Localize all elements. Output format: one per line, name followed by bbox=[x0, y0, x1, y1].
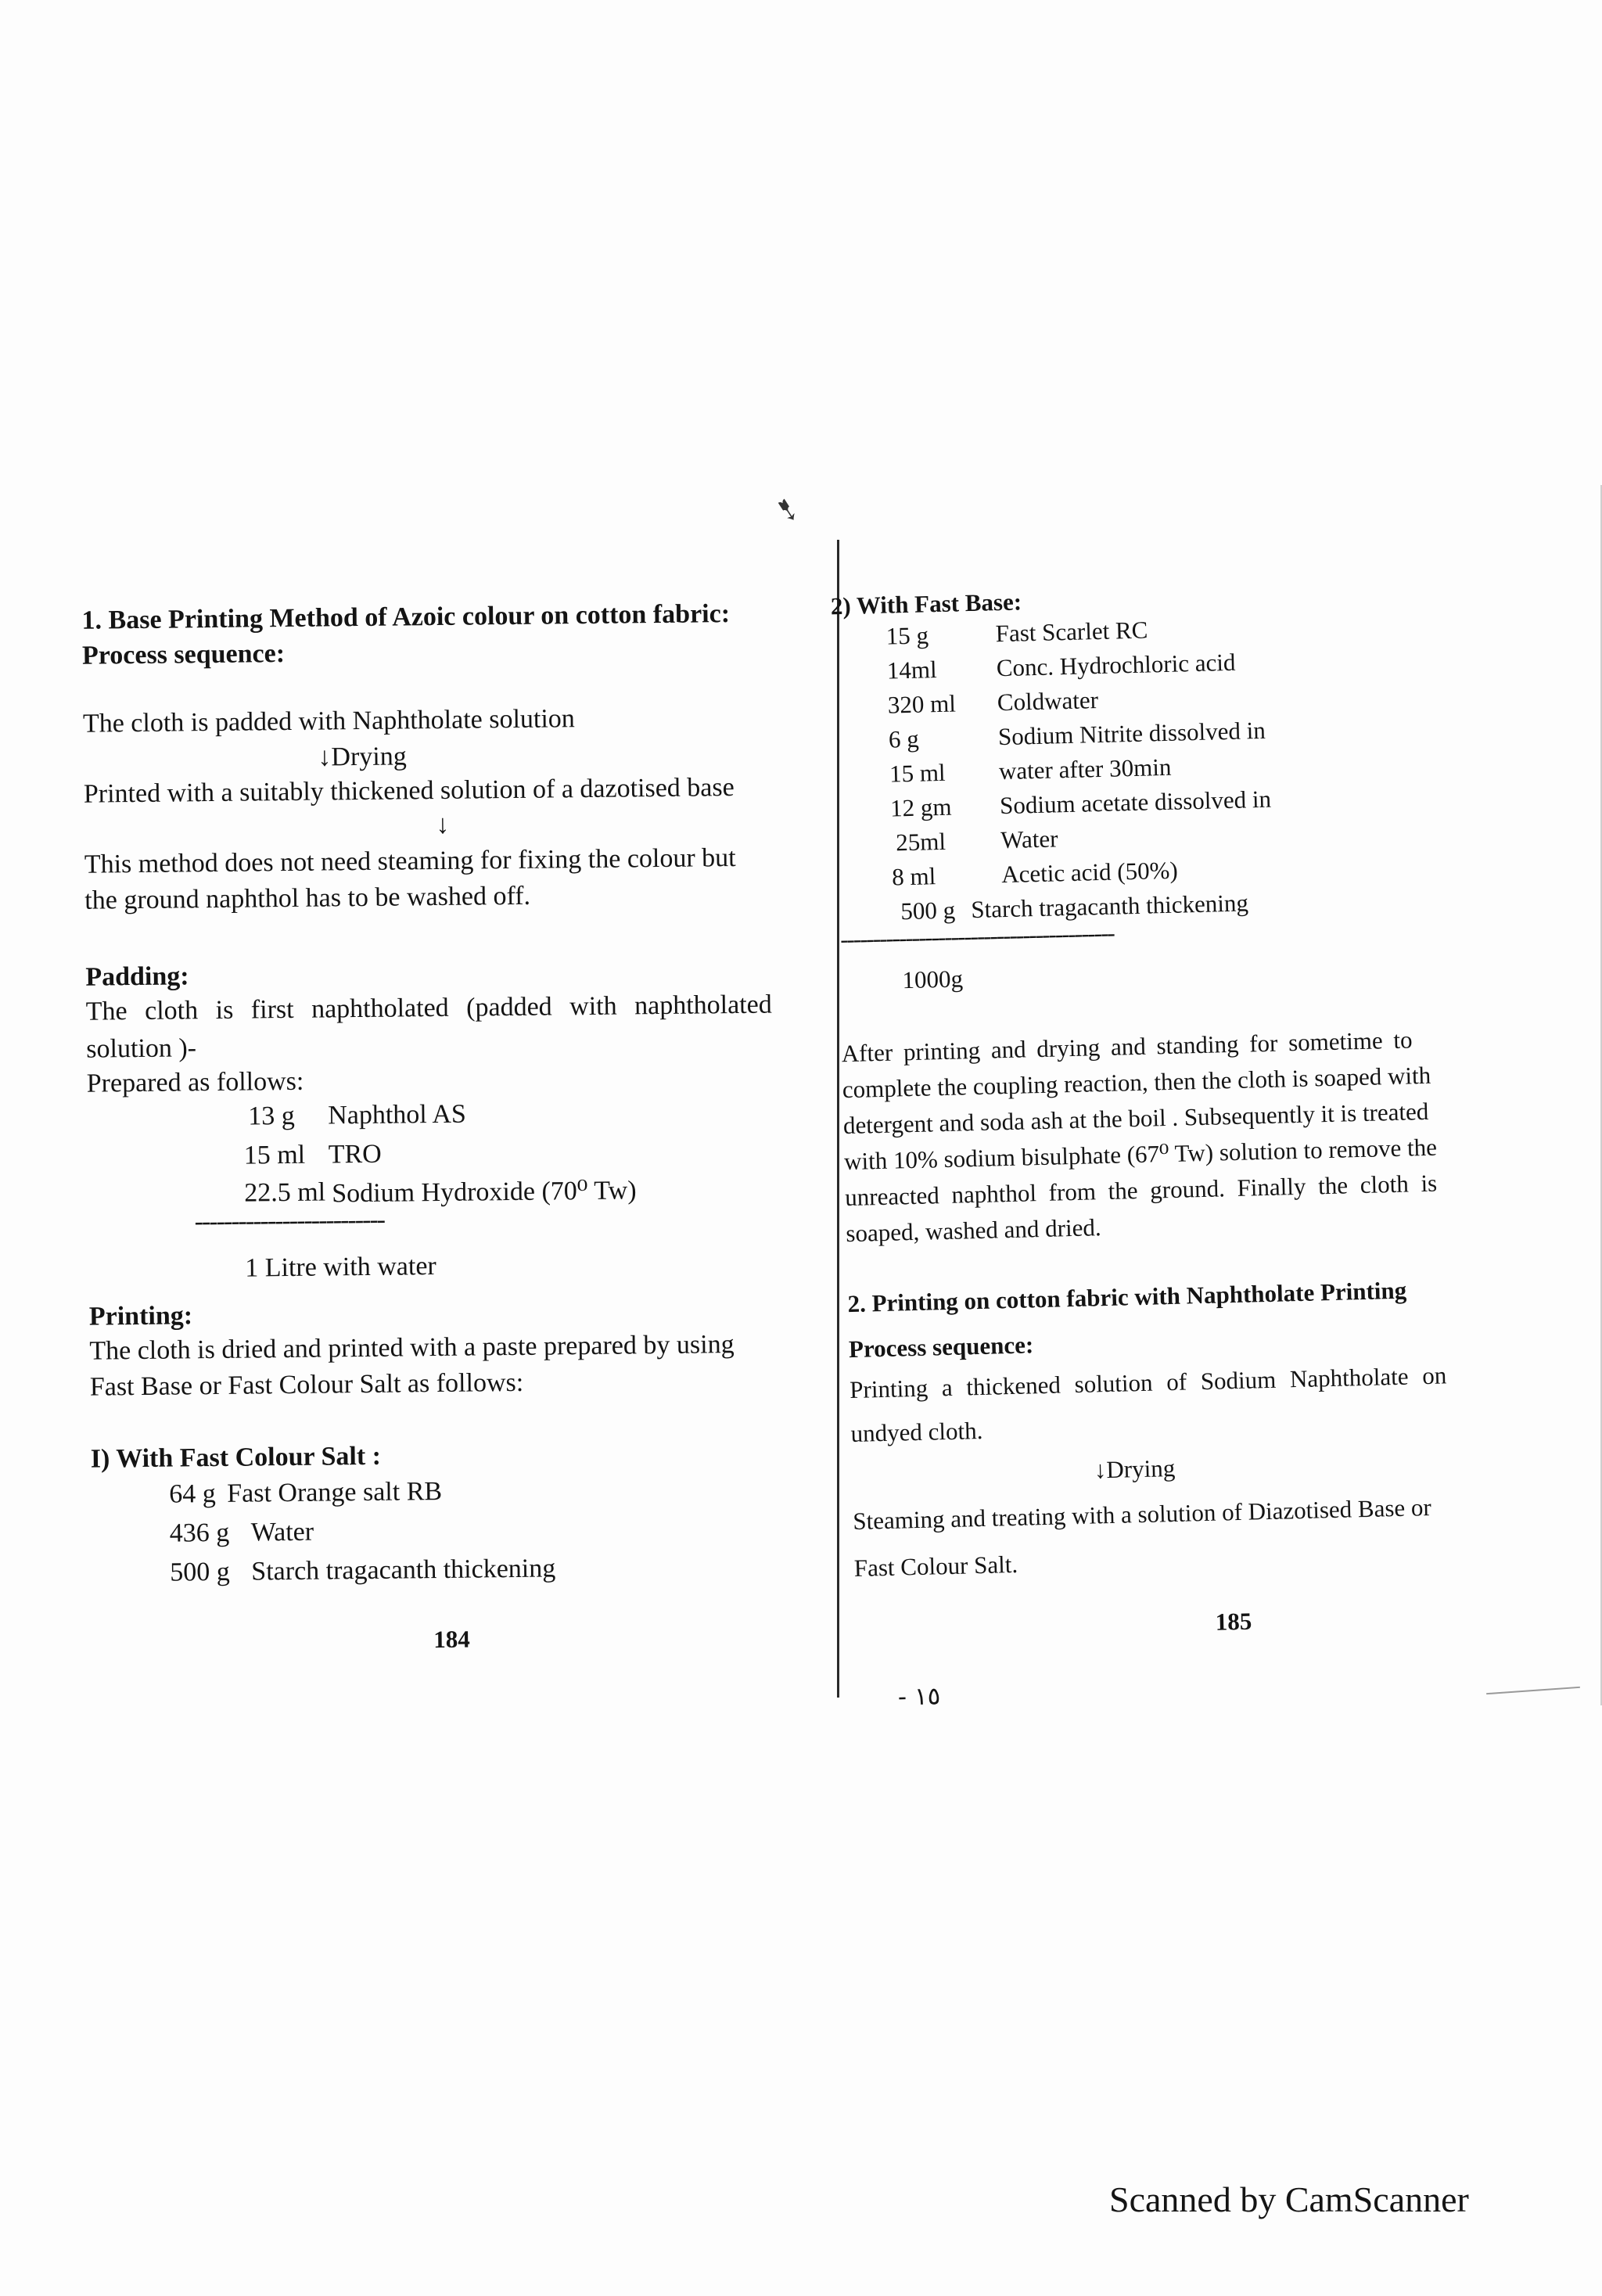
seq-line-4: Fast Colour Salt. bbox=[853, 1550, 1018, 1582]
recipe-3-qty: 500 g bbox=[900, 896, 956, 925]
recipe-2-item: Fast Orange salt RB bbox=[227, 1476, 443, 1508]
printing-text-2: Fast Base or Fast Colour Salt as follows: bbox=[89, 1367, 524, 1402]
padding-text-2: solution )- bbox=[86, 1033, 197, 1064]
after-line-6: soaped, washed and dried. bbox=[845, 1213, 1102, 1248]
printing-text-1: The cloth is dried and printed with a paste prepared by using bbox=[89, 1330, 735, 1366]
padding-text-3: Prepared as follows: bbox=[86, 1066, 304, 1098]
after-line-1: After printing and drying and standing for sometime to bbox=[841, 1026, 1413, 1068]
page-number-185: 185 bbox=[1215, 1607, 1252, 1636]
left-subheading: Process sequence: bbox=[81, 639, 286, 670]
recipe-3-qty: 320 ml bbox=[887, 689, 957, 719]
flow-arrow-2: ↓ bbox=[436, 810, 450, 840]
torn-mark: ➷ bbox=[770, 490, 804, 530]
recipe-3-item: Fast Scarlet RC bbox=[995, 616, 1148, 648]
recipe-3-rule: ------------------------------------------ bbox=[839, 918, 1115, 954]
after-line-5: unreacted naphthol from the ground. Finally the cloth is bbox=[844, 1169, 1438, 1212]
flow-step-2: Printed with a suitably thickened solution of a dazotised base bbox=[83, 773, 735, 809]
recipe-3-item: Starch tragacanth thickening bbox=[970, 889, 1249, 924]
recipe-1-item: Naphthol AS bbox=[328, 1099, 467, 1130]
recipe-1-rule: -------------------------- bbox=[194, 1205, 385, 1237]
recipe-2-qty: 64 g bbox=[169, 1479, 216, 1509]
recipe-2-qty: 500 g bbox=[170, 1557, 231, 1587]
printing-heading: Printing: bbox=[88, 1301, 193, 1331]
recipe-3-qty: 12 gm bbox=[889, 792, 952, 822]
recipe-1-qty: 15 ml bbox=[243, 1140, 306, 1170]
right-subheading-2: Process sequence: bbox=[848, 1331, 1034, 1364]
recipe-1-qty: 13 g bbox=[248, 1101, 295, 1131]
after-line-3: detergent and soda ash at the boil . Subsequently it is treated bbox=[842, 1097, 1429, 1140]
padding-text-1: The cloth is first naphtholated (padded with naphtholated bbox=[85, 990, 772, 1026]
left-heading: 1. Base Printing Method of Azoic colour on cotton fabric: bbox=[81, 599, 731, 635]
flow-step-1: The cloth is padded with Naphtholate solution bbox=[82, 704, 576, 738]
base-heading: 2) With Fast Base: bbox=[830, 587, 1022, 620]
recipe-3-item: Sodium Nitrite dissolved in bbox=[997, 716, 1266, 751]
recipe-1-qty: 22.5 ml bbox=[244, 1177, 326, 1208]
after-line-4: with 10% sodium bisulphate (67⁰ Tw) solution to remove the bbox=[843, 1133, 1438, 1176]
right-heading-2: 2. Printing on cotton fabric with Naphtholate Printing bbox=[847, 1276, 1407, 1318]
page-number-184: 184 bbox=[433, 1625, 470, 1654]
recipe-3-qty: 14ml bbox=[886, 656, 937, 684]
recipe-1-item: Sodium Hydroxide (70⁰ Tw) bbox=[332, 1176, 637, 1209]
recipe-2-item: Water bbox=[250, 1517, 314, 1547]
recipe-3-qty: 6 g bbox=[888, 724, 920, 753]
padding-heading: Padding: bbox=[85, 961, 189, 992]
salt-heading: I) With Fast Colour Salt : bbox=[90, 1441, 382, 1474]
recipe-3-item: Coldwater bbox=[997, 686, 1099, 717]
recipe-3-item: Acetic acid (50%) bbox=[1000, 856, 1179, 889]
seq-line-3: Steaming and treating with a solution of Diazotised Base or bbox=[852, 1493, 1432, 1536]
recipe-3-item: Conc. Hydrochloric acid bbox=[996, 648, 1236, 682]
recipe-3-qty: 15 ml bbox=[889, 758, 946, 788]
recipe-3-qty: 25ml bbox=[895, 827, 946, 857]
handwritten-mark: - ١٥ bbox=[897, 1682, 941, 1712]
recipe-3-item: Water bbox=[1000, 825, 1058, 854]
flow-arrow-1: ↓Drying bbox=[318, 742, 407, 772]
recipe-3-qty: 15 g bbox=[885, 621, 929, 650]
seq-line-2: undyed cloth. bbox=[850, 1416, 983, 1448]
recipe-2-qty: 436 g bbox=[169, 1518, 230, 1548]
seq-line-1: Printing a thickened solution of Sodium Naphtholate on bbox=[849, 1361, 1447, 1404]
recipe-1-item: TRO bbox=[328, 1139, 382, 1170]
recipe-3-total: 1000g bbox=[902, 965, 964, 994]
right-page bbox=[801, 11, 1602, 2296]
recipe-1-total: 1 Litre with water bbox=[245, 1252, 436, 1283]
after-line-2: complete the coupling reaction, then the cloth is soaped with bbox=[842, 1061, 1431, 1104]
scanner-watermark: Scanned by CamScanner bbox=[1109, 2179, 1469, 2219]
recipe-3-qty: 8 ml bbox=[891, 862, 936, 891]
recipe-2-item: Starch tragacanth thickening bbox=[251, 1554, 556, 1586]
recipe-3-item: water after 30min bbox=[998, 753, 1172, 785]
recipe-3-item: Sodium acetate dissolved in bbox=[999, 785, 1272, 820]
note-line-1: This method does not need steaming for fixing the colour but bbox=[84, 843, 736, 879]
seq-arrow: ↓Drying bbox=[1094, 1453, 1176, 1484]
note-line-2: the ground naphthol has to be washed off. bbox=[84, 881, 531, 915]
